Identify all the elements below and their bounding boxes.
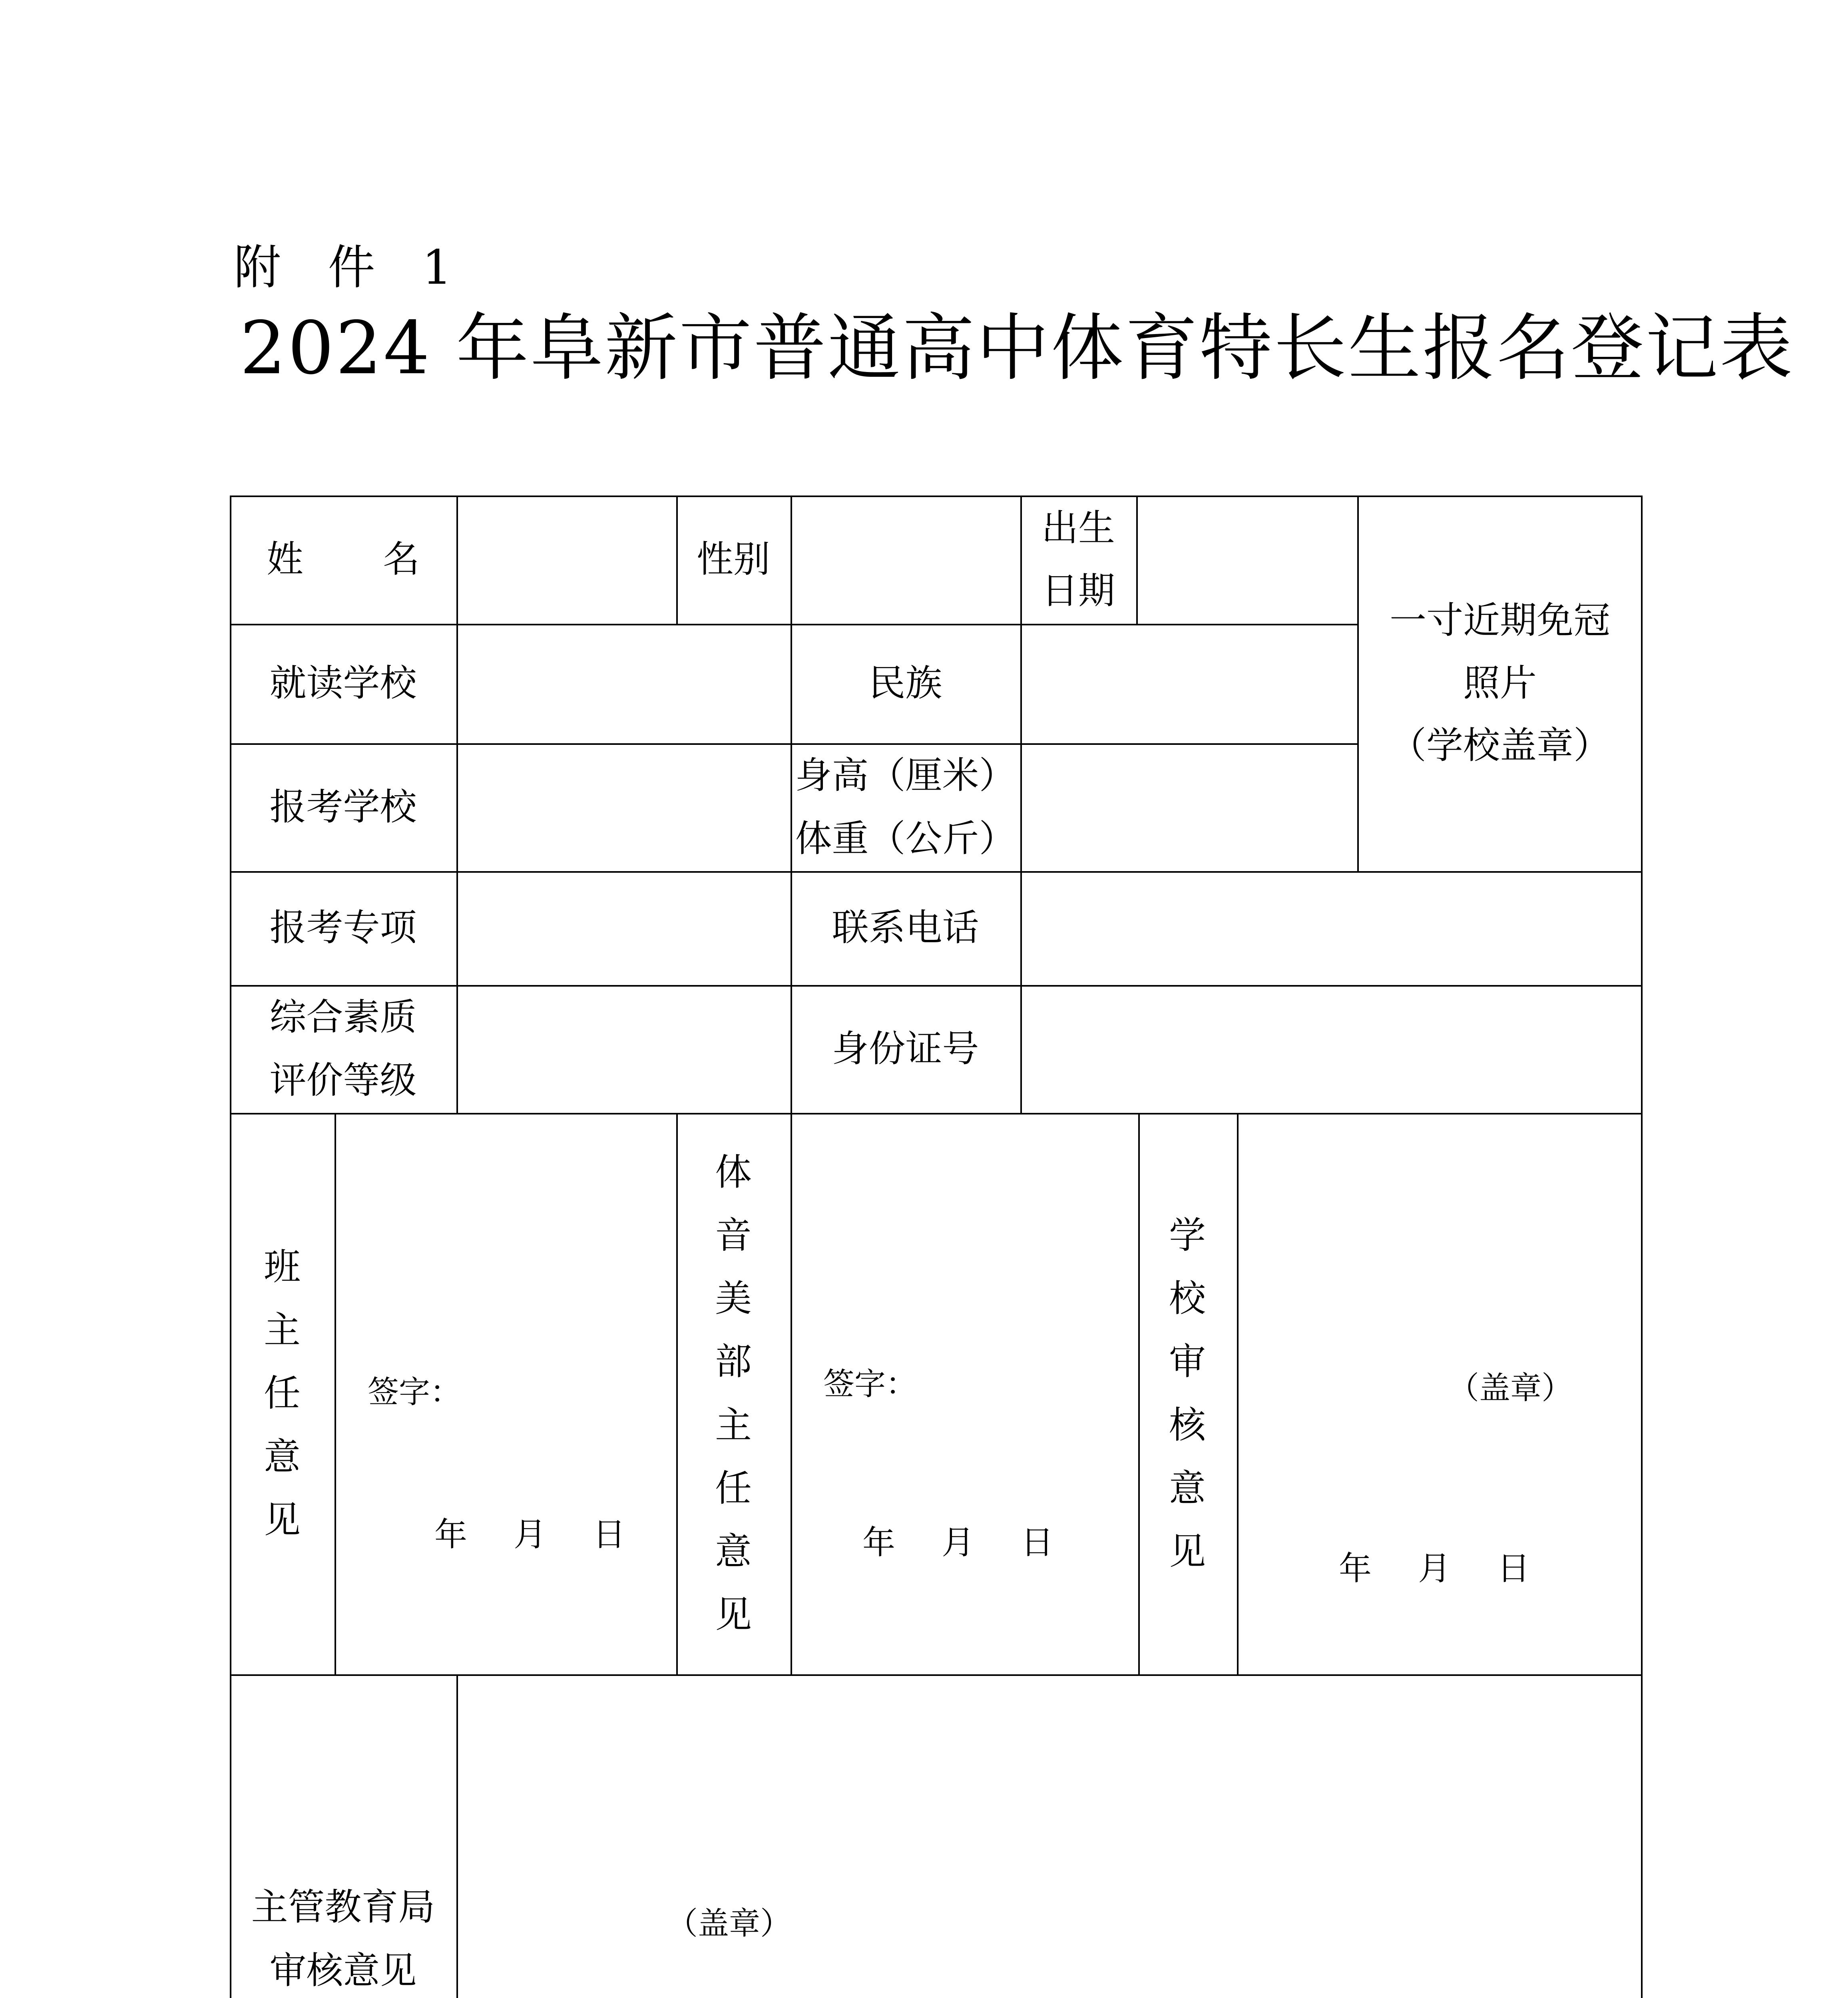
current-school-field[interactable]	[458, 625, 789, 742]
bureau-review-label: 主管教育局 审核意见	[251, 1886, 435, 1992]
gender-label: 性别	[696, 538, 770, 581]
evaluation-label: 综合素质 评价等级	[269, 995, 417, 1102]
applied-school-field[interactable]	[458, 745, 789, 870]
birth-date-field[interactable]	[1138, 497, 1356, 622]
school-review-date: 年 月 日	[1339, 1550, 1530, 1588]
id-number-label: 身份证号	[832, 1027, 979, 1070]
gender-field[interactable]	[792, 497, 1019, 622]
photo-box[interactable]: 一寸近期免冠 照片 （学校盖章）	[1389, 599, 1610, 767]
bureau-seal-label: （盖章）	[667, 1906, 792, 1942]
bureau-review-field[interactable]	[458, 1676, 1639, 1998]
pe-director-label: 体 音 美 部 主 任 意 见	[715, 1150, 752, 1636]
height-weight-field[interactable]	[1022, 745, 1356, 870]
homeroom-date: 年 月 日	[434, 1516, 626, 1554]
evaluation-field[interactable]	[458, 987, 789, 1111]
birth-date-label: 出生 日期	[1041, 507, 1115, 612]
pe-director-signature-label: 签字：	[823, 1366, 917, 1402]
border-right	[1641, 496, 1643, 1998]
homeroom-label: 班 主 任 意 见	[263, 1245, 301, 1541]
school-seal-label: （盖章）	[1448, 1370, 1573, 1406]
ethnicity-label: 民族	[868, 662, 942, 705]
form-title: 2024 年阜新市普通高中体育特长生报名登记表	[240, 306, 1794, 390]
rule-col-h	[676, 1113, 678, 1674]
phone-field[interactable]	[1022, 873, 1639, 983]
homeroom-signature-label: 签字：	[368, 1374, 462, 1410]
school-review-field[interactable]	[1239, 1114, 1639, 1673]
ethnicity-field[interactable]	[1022, 625, 1356, 742]
name-field[interactable]	[458, 497, 675, 622]
height-weight-label: 身高（厘米） 体重（公斤）	[795, 754, 1016, 860]
id-number-field[interactable]	[1022, 987, 1639, 1111]
specialty-field[interactable]	[458, 873, 789, 983]
applied-school-label: 报考学校	[269, 785, 417, 828]
current-school-label: 就读学校	[269, 662, 417, 705]
school-review-label: 学 校 审 核 意 见	[1169, 1214, 1206, 1573]
rule-col-j	[1138, 1113, 1140, 1674]
name-label: 姓 名	[266, 538, 420, 581]
specialty-label: 报考专项	[269, 906, 417, 949]
attachment-label: 附 件 1	[234, 240, 468, 295]
pe-director-date: 年 月 日	[862, 1524, 1054, 1562]
registration-form	[230, 496, 1643, 1998]
phone-label: 联系电话	[832, 906, 979, 949]
